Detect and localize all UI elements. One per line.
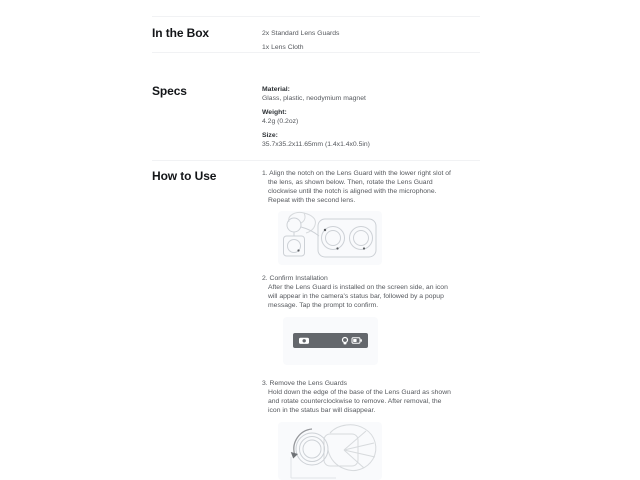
spec-label: Weight: [262, 109, 287, 116]
step-3-line: 3. Remove the Lens Guards [262, 380, 348, 387]
step-2-line: will appear in the camera's status bar, followed by a popup [268, 293, 444, 300]
how-to-use-heading: How to Use [152, 169, 217, 183]
spec-label: Size: [262, 132, 278, 139]
camera-icon [299, 338, 309, 344]
section-divider [152, 16, 480, 17]
section-divider [152, 52, 480, 53]
spec-value: 35.7x35.2x11.65mm (1.4x1.4x0.5in) [262, 141, 370, 148]
step-1-line: 1. Align the notch on the Lens Guard with the lower right slot of [262, 170, 451, 177]
step-1-line: the lens, as shown below. Then, rotate the Lens Guard [268, 179, 433, 186]
battery-icon [352, 338, 362, 343]
lens-guard-align-diagram [278, 211, 382, 265]
step-2-line: After the Lens Guard is installed on the screen side, an icon [268, 284, 448, 291]
step-1-line: Repeat with the second lens. [268, 197, 356, 204]
spec-value: 4.2g (0.2oz) [262, 118, 299, 125]
specs-heading: Specs [152, 84, 187, 98]
box-item: 2x Standard Lens Guards [262, 30, 340, 37]
step-2-line: 2. Confirm Installation [262, 275, 328, 282]
spec-label: Material: [262, 86, 290, 93]
step-1-line: clockwise until the notch is aligned with the microphone. [268, 188, 437, 195]
section-divider [152, 160, 480, 161]
camera-status-bar-diagram [283, 317, 378, 365]
step-2-line: message. Tap the prompt to confirm. [268, 302, 379, 309]
in-the-box-heading: In the Box [152, 26, 210, 40]
lens-guard-remove-illustration [278, 422, 382, 480]
lens-guard-align-illustration [278, 211, 382, 265]
lens-guard-icon [343, 338, 348, 345]
spec-value: Glass, plastic, neodymium magnet [262, 95, 366, 102]
step-3-line: Hold down the edge of the base of the Lens Guard as shown [268, 389, 451, 396]
step-3-line: icon in the status bar will disappear. [268, 407, 376, 414]
lens-guard-remove-diagram [278, 422, 382, 480]
step-3-line: and rotate counterclockwise to remove. After removal, the [268, 398, 442, 405]
camera-status-bar [293, 333, 368, 348]
box-item: 1x Lens Cloth [262, 44, 304, 51]
